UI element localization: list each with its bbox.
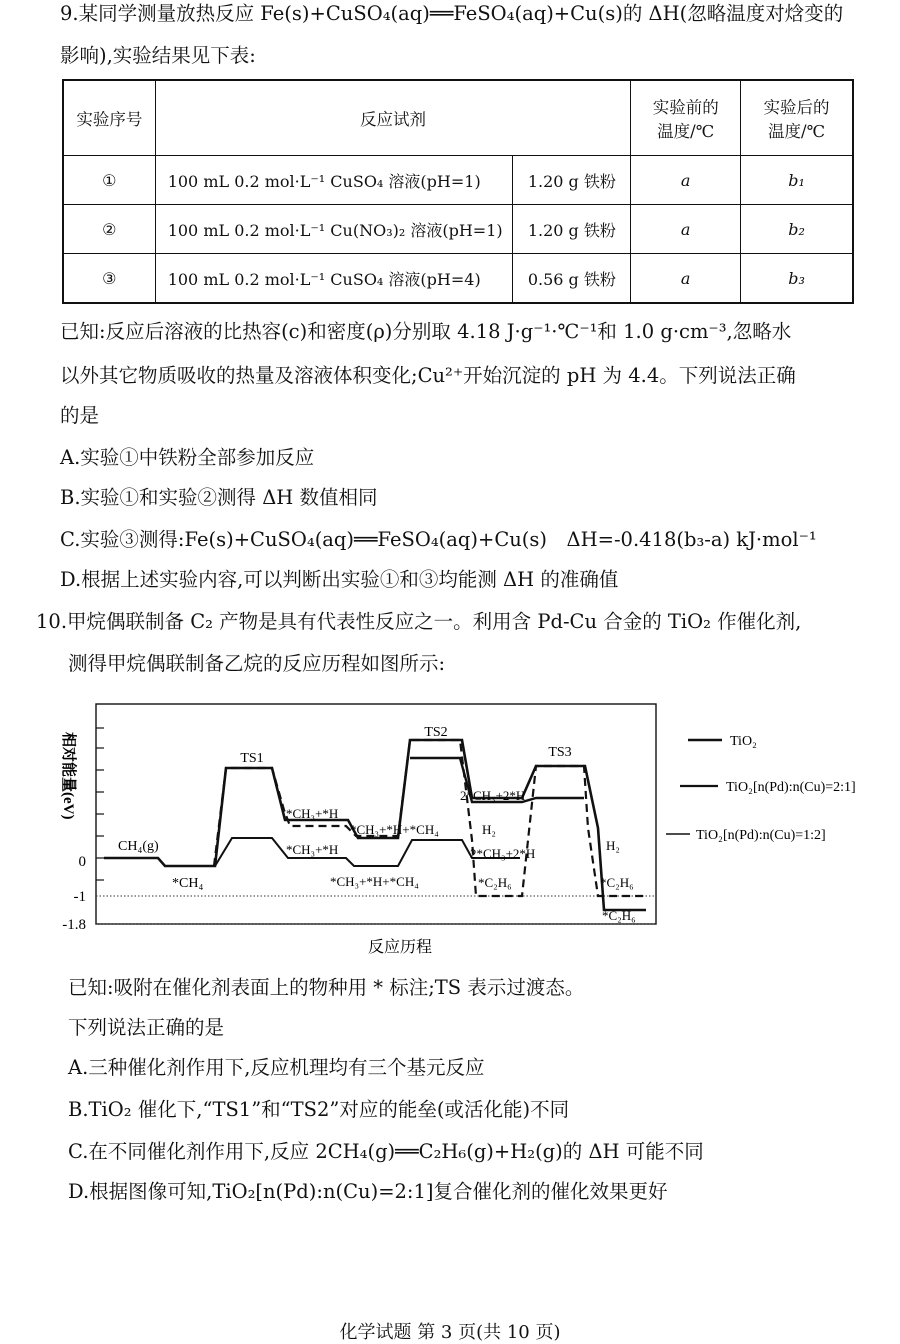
y-axis-label: 相对能量(eV) [60,732,76,820]
plot-frame [96,704,656,924]
label-ts2: TS2 [424,725,448,740]
table-row [63,254,853,304]
label-c2h6-a: *C₂H₆ [478,875,512,890]
row-temp-after: b₃ [741,254,853,304]
label-c2h6-b: *C₂H₆ [600,875,634,890]
row-iron: 1.20 g 铁粉 [513,156,631,205]
row-no: ① [63,156,155,205]
q10-stem-line2: 测得甲烷偶联制备乙烷的反应历程如图所示: [68,652,446,675]
table-row [63,156,853,205]
label-h2-b: H₂ [606,838,620,853]
q10-option-c: C.在不同催化剂作用下,反应 2CH₄(g)══C₂H₆(g)+H₂(g)的 ΔH 可能不同 [68,1140,704,1163]
energy-profile-chart [0,690,900,970]
label-ch4g: CH₄(g) [118,839,159,854]
q10-known: 已知:吸附在催化剂表面上的物种用 * 标注;TS 表示过渡态。 [68,976,585,999]
q10-option-b: B.TiO₂ 催化下,“TS1”和“TS2”对应的能垒(或活化能)不同 [68,1098,570,1121]
legend-label-1-2: TiO₂[n(Pd):n(Cu)=1:2] [696,828,826,843]
row-solution: 100 mL 0.2 mol·L⁻¹ CuSO₄ 溶液(pH=4) [155,254,513,304]
q9-option-a: A.实验①中铁粉全部参加反应 [60,446,315,469]
legend-label-tio2: TiO₂ [730,734,757,749]
q9-option-d: D.根据上述实验内容,可以判断出实验①和③均能测 ΔH 的准确值 [60,568,619,591]
label-ch3-h-ch4-lower: *CH₃+*H+*CH₄ [330,874,419,889]
row-temp-after: b₂ [741,205,853,254]
q10-option-d: D.根据图像可知,TiO₂[n(Pd):n(Cu)=2:1]复合催化剂的催化效果更好 [68,1180,668,1203]
x-axis-label: 反应历程 [367,939,433,956]
header-temp-after: 实验后的 温度/℃ [741,80,853,156]
experiment-table [62,79,854,304]
header-temp-before: 实验前的 温度/℃ [631,80,741,156]
q9-known-line2: 以外其它物质吸收的热量及溶液体积变化;Cu²⁺开始沉淀的 pH 为 4.4。下列说法正确 [60,364,796,387]
row-no: ③ [63,254,155,304]
label-c2h6-c: *C₂H₆ [602,908,636,923]
q10-ask: 下列说法正确的是 [68,1016,225,1039]
q10-stem-line1: 10.甲烷偶联制备 C₂ 产物是具有代表性反应之一。利用含 Pd-Cu 合金的 TiO₂ 作催化剂, [36,610,802,633]
row-temp-after: b₁ [741,156,853,205]
label-2ch3-2h-lower: 2*CH₃+2*H [470,846,536,861]
header-reagents: 反应试剂 [155,80,631,156]
label-h2-a: H₂ [482,822,496,837]
row-temp-before: a [631,205,741,254]
label-ch4-adsorbed: *CH₄ [172,876,204,891]
y-tick-minus1: -1 [73,889,86,905]
label-ch3-h-upper: *CH₃+*H [286,806,339,821]
row-solution: 100 mL 0.2 mol·L⁻¹ CuSO₄ 溶液(pH=1) [155,156,513,205]
q9-option-b: B.实验①和实验②测得 ΔH 数值相同 [60,486,378,509]
row-solution: 100 mL 0.2 mol·L⁻¹ Cu(NO₃)₂ 溶液(pH=1) [155,205,513,254]
label-ch3-h-ch4-upper: *CH₃+*H+*CH₄ [350,822,439,837]
row-iron: 1.20 g 铁粉 [513,205,631,254]
table-header-row [63,80,853,156]
q9-stem-line1: 9.某同学测量放热反应 Fe(s)+CuSO₄(aq)══FeSO₄(aq)+Cu(s)的 ΔH(忽略温度对焓变的 [60,2,844,25]
q9-known-line1: 已知:反应后溶液的比热容(c)和密度(ρ)分别取 4.18 J·g⁻¹·℃⁻¹和 1.0 g·cm⁻³,忽略水 [60,320,792,343]
page-footer: 化学试题 第 3 页(共 10 页) [339,1322,561,1343]
table-row [63,205,853,254]
legend-label-2-1: TiO₂[n(Pd):n(Cu)=2:1] [726,780,856,795]
row-no: ② [63,205,155,254]
y-tick-0: 0 [78,854,86,870]
q9-stem-line2: 影响),实验结果见下表: [60,44,256,67]
label-ts1: TS1 [240,751,264,766]
label-ts3: TS3 [548,745,572,760]
series-tio2-pd-cu-2-1-line [214,740,646,896]
q9-known-line3: 的是 [60,404,100,427]
header-experiment-no: 实验序号 [63,80,155,156]
y-tick-minus1-8: -1.8 [62,917,86,933]
row-temp-before: a [631,156,741,205]
row-iron: 0.56 g 铁粉 [513,254,631,304]
label-2ch3-2h-upper: 2*CH₃+2*H [460,788,526,803]
row-temp-before: a [631,254,741,304]
label-ch3-h-lower: *CH₃+*H [286,842,339,857]
y-ticks [96,728,104,880]
q10-option-a: A.三种催化剂作用下,反应机理均有三个基元反应 [68,1056,485,1079]
q9-option-c: C.实验③测得:Fe(s)+CuSO₄(aq)══FeSO₄(aq)+Cu(s) ΔH=-0.418(b₃-a) kJ·mol⁻¹ [60,528,817,551]
